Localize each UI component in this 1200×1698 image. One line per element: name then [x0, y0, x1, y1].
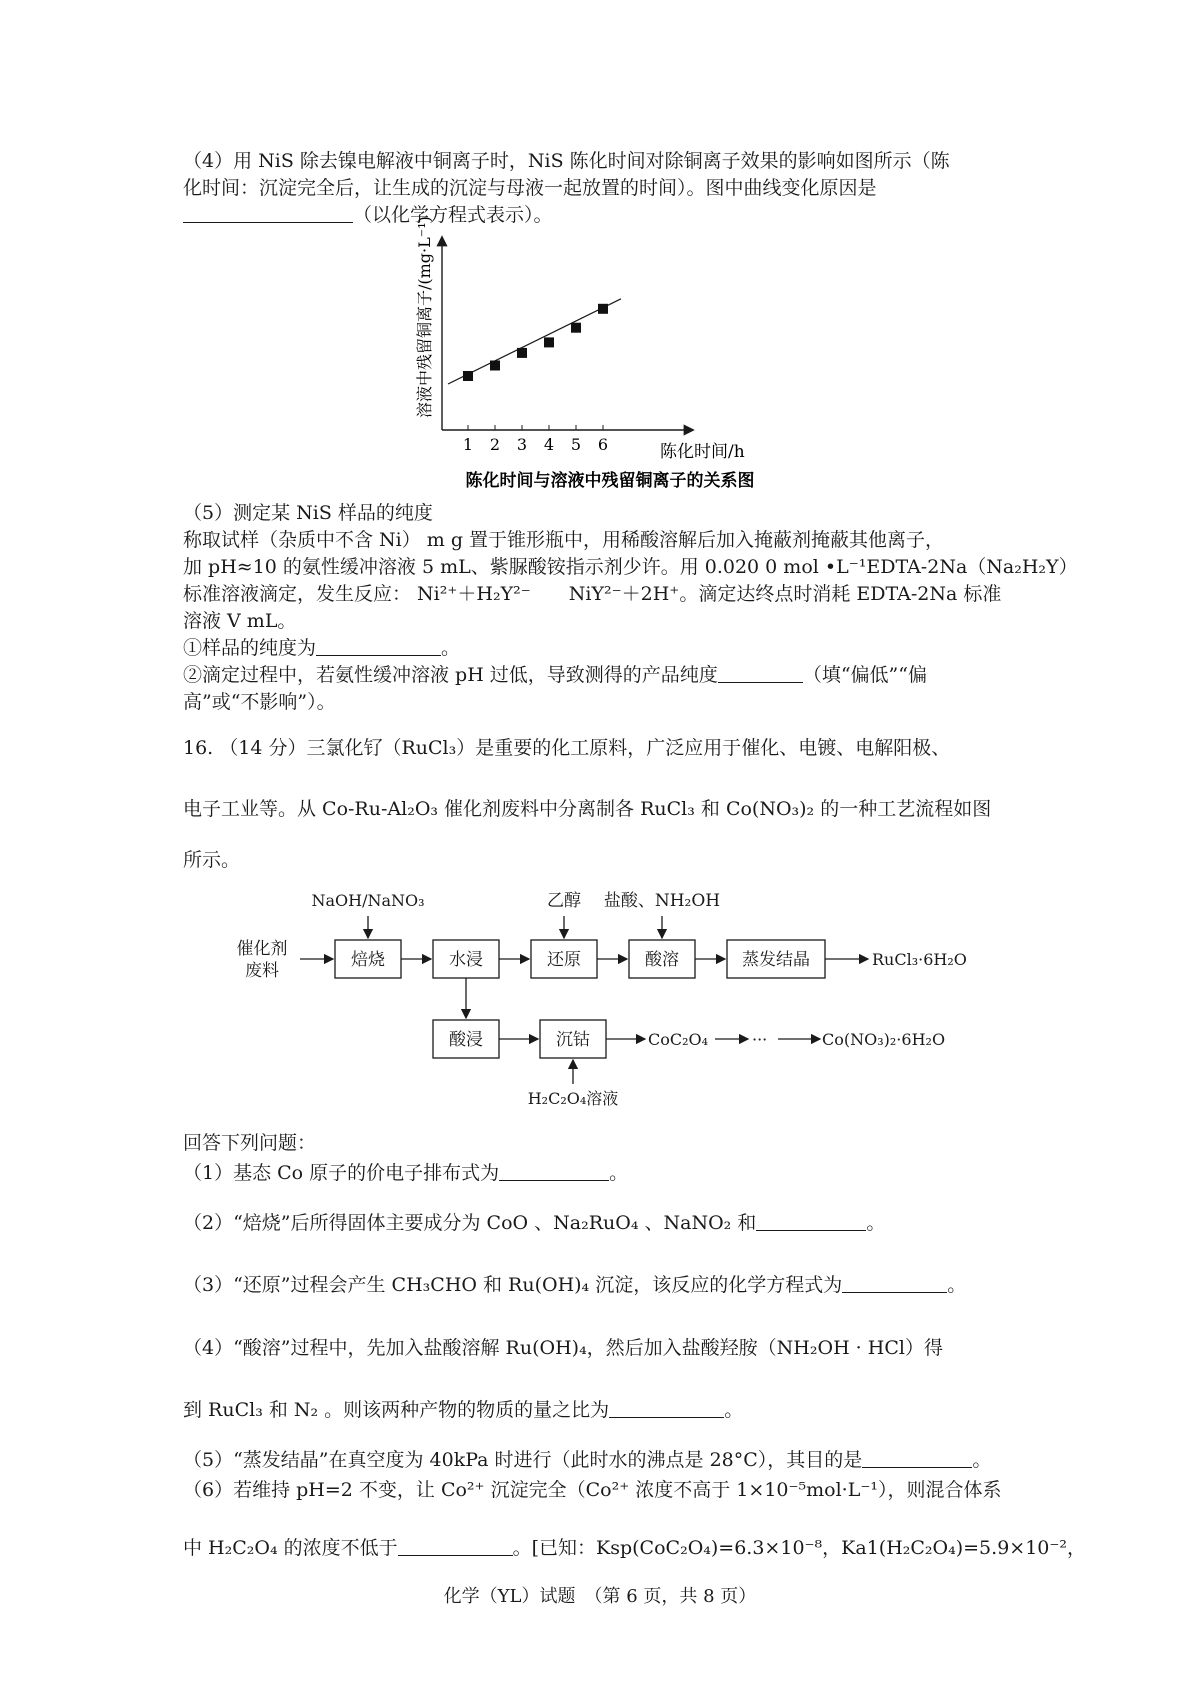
- q16-sub5: [183, 1447, 991, 1473]
- box-label-acid-dissolve: 酸溶: [645, 950, 679, 970]
- answer-blank[interactable]: [183, 204, 353, 223]
- q15-p5-q1: [183, 635, 460, 661]
- box-label-evaporate: 蒸发结晶: [742, 950, 810, 970]
- x-tick-label: 3: [516, 435, 528, 454]
- x-axis-label: 陈化时间/h: [660, 442, 745, 462]
- sub1-end: 。: [609, 1162, 629, 1184]
- flow-input-2: 废料: [245, 961, 279, 981]
- q16-sub1: [183, 1160, 628, 1186]
- q15-p5-line1: （5）测定某 NiS 样品的纯度: [183, 502, 433, 524]
- flow-dots: ···: [752, 1030, 768, 1049]
- x-tick-label: 4: [543, 435, 555, 454]
- q15-p4-line2: 化时间：沉淀完全后，让生成的沉淀与母液一起放置的时间）。图中曲线变化原因是: [183, 177, 877, 199]
- q16-intro2: 电子工业等。从 Co-Ru-Al₂O₃ 催化剂废料中分离制各 RuCl₃ 和 Co(NO₃)₂ 的一种工艺流程如图: [183, 798, 992, 820]
- product-cobalt-nitrate: Co(NO₃)₂·6H₂O: [822, 1030, 946, 1049]
- answer-blank[interactable]: [499, 1162, 609, 1181]
- data-point: [544, 337, 554, 347]
- page-footer: 化学（YL）试题 （第 6 页，共 8 页）: [443, 1586, 757, 1607]
- x-tick-label: 6: [597, 435, 609, 454]
- sub3-end: 。: [947, 1274, 967, 1296]
- sub4-end: 。: [724, 1399, 744, 1421]
- q16-intro3: 所示。: [183, 849, 241, 871]
- q16-answer-prompt: 回答下列问题：: [183, 1132, 317, 1154]
- q16-sub6-line2: [183, 1535, 1086, 1561]
- x-tick-label: 5: [570, 435, 582, 454]
- product-rucl3: RuCl₃·6H₂O: [872, 950, 967, 969]
- q15-p5-line5: 溶液 V mL。: [183, 610, 297, 632]
- box-label-water-leach: 水浸: [449, 950, 483, 970]
- q15-p4-line1: （4）用 NiS 除去镍电解液中铜离子时，NiS 陈化时间对除铜离子效果的影响如图所示（陈: [183, 150, 950, 172]
- answer-blank[interactable]: [718, 664, 803, 683]
- answer-blank[interactable]: [862, 1449, 972, 1468]
- y-axis-label: 溶液中残留铜离子/(mg·L⁻¹): [415, 216, 434, 418]
- q16-sub3: [183, 1272, 966, 1298]
- data-point: [490, 361, 500, 371]
- q15-p4-tail: （以化学方程式表示）。: [353, 204, 553, 226]
- reagent-hcl: 盐酸、NH₂OH: [603, 891, 721, 911]
- reagent-oxalic: H₂C₂O₄溶液: [527, 1089, 619, 1108]
- sub4-label: 到 RuCl₃ 和 N₂ 。则该两种产物的物质的量之比为: [183, 1399, 610, 1421]
- data-point: [571, 323, 581, 333]
- reagent-naoh: NaOH/NaNO₃: [311, 891, 425, 910]
- answer-blank[interactable]: [756, 1212, 866, 1231]
- process-flow-diagram: [230, 888, 970, 1118]
- q15-p5-line2: 称取试样（杂质中不含 Ni） m g 置于锥形瓶中，用稀酸溶解后加入掩蔽剂掩蔽其他离子，: [183, 529, 945, 551]
- q16-sub6-line1: （6）若维持 pH=2 不变，让 Co²⁺ 沉淀完全（Co²⁺ 浓度不高于 1×10⁻⁵mol·L⁻¹），则混合体系: [183, 1479, 1002, 1501]
- q16-sub4-line2: [183, 1397, 743, 1423]
- box-label-acid-leach: 酸浸: [449, 1030, 483, 1050]
- sub3-label: （3）“还原”过程会产生 CH₃CHO 和 Ru(OH)₄ 沉淀，该反应的化学方程式为: [183, 1274, 843, 1296]
- q2-label: ②滴定过程中，若氨性缓冲溶液 pH 过低，导致测得的产品纯度: [183, 664, 718, 686]
- q15-p5-q2-line2: 高”或“不影响”）。: [183, 691, 336, 713]
- sub6-label: 中 H₂C₂O₄ 的浓度不低于: [183, 1537, 398, 1559]
- q15-p4-line3: [183, 202, 553, 228]
- data-point: [598, 304, 608, 314]
- sub5-end: 。: [972, 1449, 992, 1471]
- chart-title: 陈化时间与溶液中残留铜离子的关系图: [465, 471, 755, 491]
- q15-p5-q2: [183, 662, 927, 688]
- sub5-label: （5）“蒸发结晶”在真空度为 40kPa 时进行（此时水的沸点是 28°C），其目的是: [183, 1449, 863, 1471]
- q16-sub2: [183, 1210, 885, 1236]
- x-tick-label: 1: [462, 435, 474, 454]
- sub2-label: （2）“焙烧”后所得固体主要成分为 CoO 、Na₂RuO₄ 、NaNO₂ 和: [183, 1212, 757, 1234]
- x-tick-label: 2: [489, 435, 501, 454]
- answer-blank[interactable]: [398, 1537, 513, 1556]
- sub6-known: 。[已知：Ksp(CoC₂O₄)=6.3×10⁻⁸，Ka1(H₂C₂O₄)=5.9×10⁻²，: [512, 1537, 1087, 1559]
- intermediate-coc2o4: CoC₂O₄: [648, 1030, 709, 1049]
- q15-p5-line3: 加 pH≈10 的氨性缓冲溶液 5 mL、紫脲酸铵指示剂少许。用 0.020 0 mol •L⁻¹EDTA-2Na（Na₂H₂Y）: [183, 556, 1078, 578]
- q16-intro1: 16. （14 分）三氯化钌（RuCl₃）是重要的化工原料，广泛应用于催化、电镀、电解阳极、: [183, 737, 951, 759]
- box-label-cobalt-precip: 沉钴: [556, 1030, 590, 1050]
- answer-blank[interactable]: [609, 1399, 724, 1418]
- aging-time-chart: [415, 216, 800, 498]
- sub1-label: （1）基态 Co 原子的价电子排布式为: [183, 1162, 500, 1184]
- reagent-ethanol: 乙醇: [547, 891, 581, 911]
- data-point: [517, 348, 527, 358]
- flow-input-1: 催化剂: [236, 939, 288, 959]
- sub2-end: 。: [866, 1212, 886, 1234]
- answer-blank[interactable]: [316, 637, 441, 656]
- answer-blank[interactable]: [842, 1274, 947, 1293]
- q16-sub4-line1: （4）“酸溶”过程中，先加入盐酸溶解 Ru(OH)₄，然后加入盐酸羟胺（NH₂OH · HCl）得: [183, 1337, 943, 1359]
- data-point: [463, 371, 473, 381]
- box-label-reduce: 还原: [547, 950, 581, 970]
- q1-label: ①样品的纯度为: [183, 637, 317, 659]
- q15-p5-line4: 标准溶液滴定，发生反应： Ni²⁺＋H₂Y²⁻ NiY²⁻＋2H⁺。滴定达终点时消耗 EDTA-2Na 标准: [183, 583, 1002, 605]
- trend-line: [448, 299, 621, 384]
- q2-tail: （填“偏低”“偏: [802, 664, 927, 686]
- box-label-roast: 焙烧: [351, 950, 385, 970]
- q1-end: 。: [441, 637, 461, 659]
